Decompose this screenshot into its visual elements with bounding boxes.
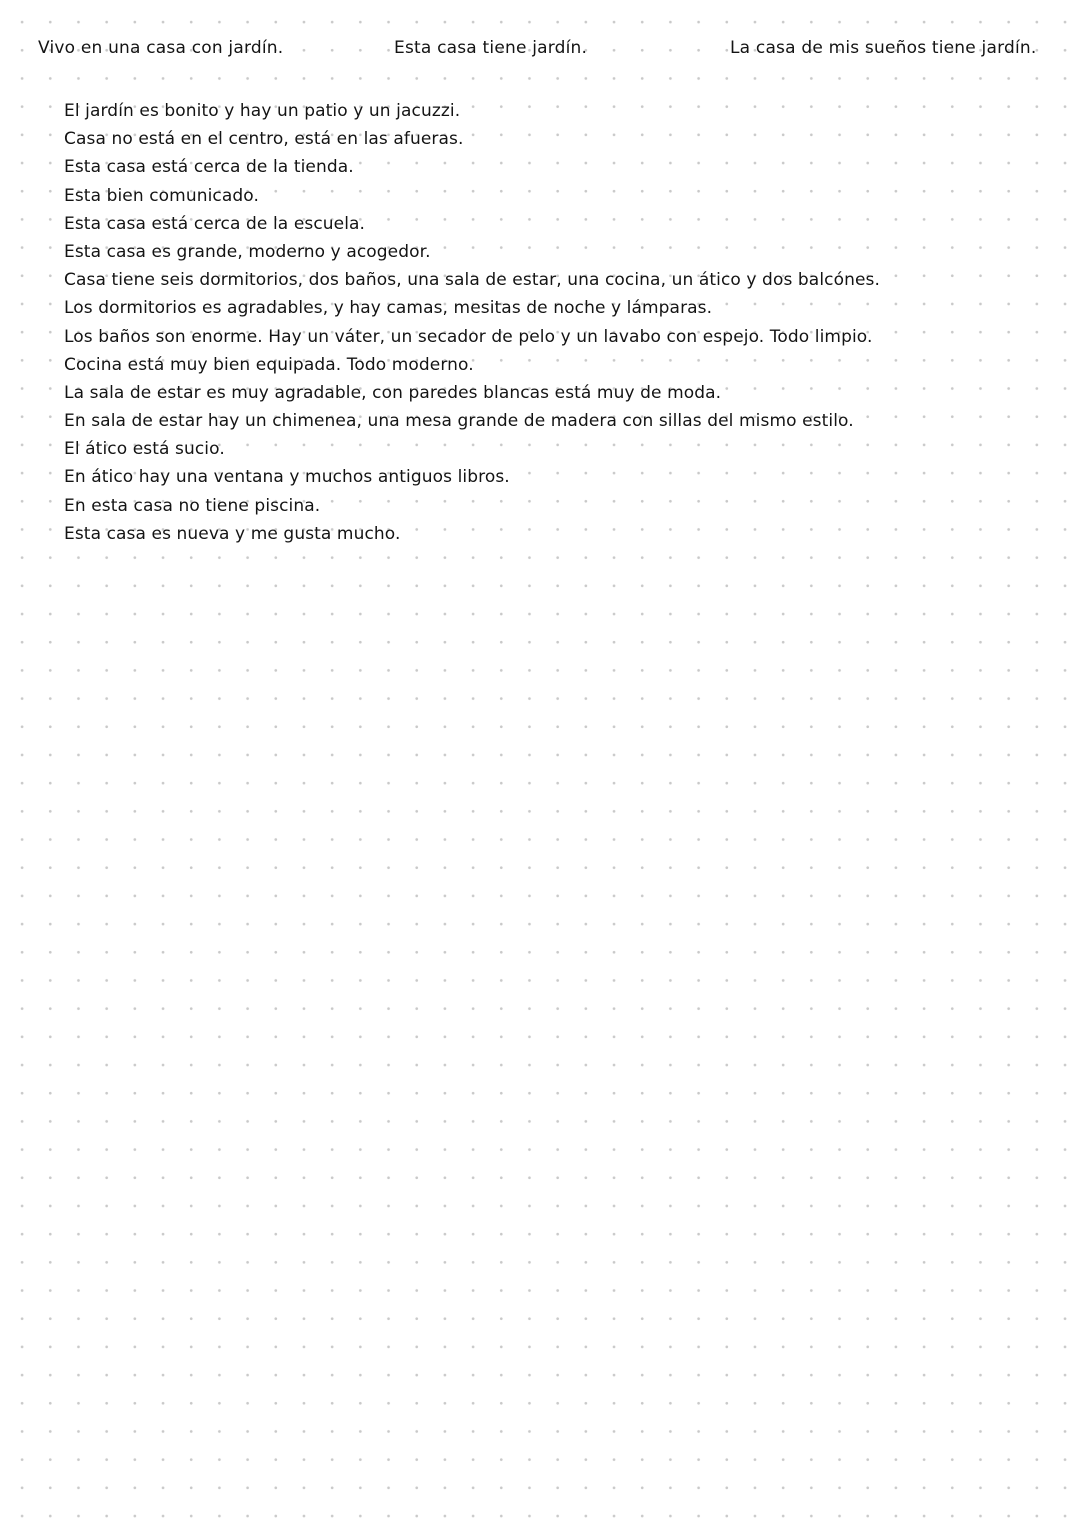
text-line: En sala de estar hay un chimenea, una mesa grande de madera con sillas del mismo estilo. bbox=[64, 411, 854, 432]
text-line: Esta casa es grande, moderno y acogedor. bbox=[64, 241, 431, 262]
description-text bbox=[64, 97, 1054, 548]
text-line: La sala de estar es muy agradable, con paredes blancas está muy de moda. bbox=[64, 382, 722, 403]
text-line: Cocina está muy bien equipada. Todo moderno. bbox=[64, 354, 474, 375]
text-line: El ático está sucio. bbox=[64, 439, 225, 460]
text-line: Los baños son enorme. Hay un váter, un secador de pelo y un lavabo con espejo. Todo limpio. bbox=[64, 326, 873, 347]
text-line: Esta bien comunicado. bbox=[64, 185, 259, 206]
text-line: Casa tiene seis dormitorios, dos baños, una sala de estar, una cocina, un ático y dos balcónes. bbox=[64, 270, 880, 291]
text-line: Esta casa está cerca de la tienda. bbox=[64, 157, 354, 178]
text-line: Los dormitorios es agradables, y hay camas, mesitas de noche y lámparas. bbox=[64, 298, 713, 319]
header-sentence-2: Esta casa tiene jardín. bbox=[394, 38, 588, 58]
text-line: Esta casa es nueva y me gusta mucho. bbox=[64, 523, 401, 544]
text-line: Esta casa está cerca de la escuela. bbox=[64, 213, 366, 234]
text-line: El jardín es bonito y hay un patio y un jacuzzi. bbox=[64, 101, 461, 121]
header-sentence-3: La casa de mis sueños tiene jardín. bbox=[730, 38, 1037, 58]
header-sentence-1: Vivo en una casa con jardín. bbox=[38, 38, 284, 58]
text-line: Casa no está en el centro, está en las afueras. bbox=[64, 129, 464, 150]
text-line: En ático hay una ventana y muchos antiguos libros. bbox=[64, 467, 510, 488]
text-line: En esta casa no tiene piscina. bbox=[64, 495, 321, 516]
